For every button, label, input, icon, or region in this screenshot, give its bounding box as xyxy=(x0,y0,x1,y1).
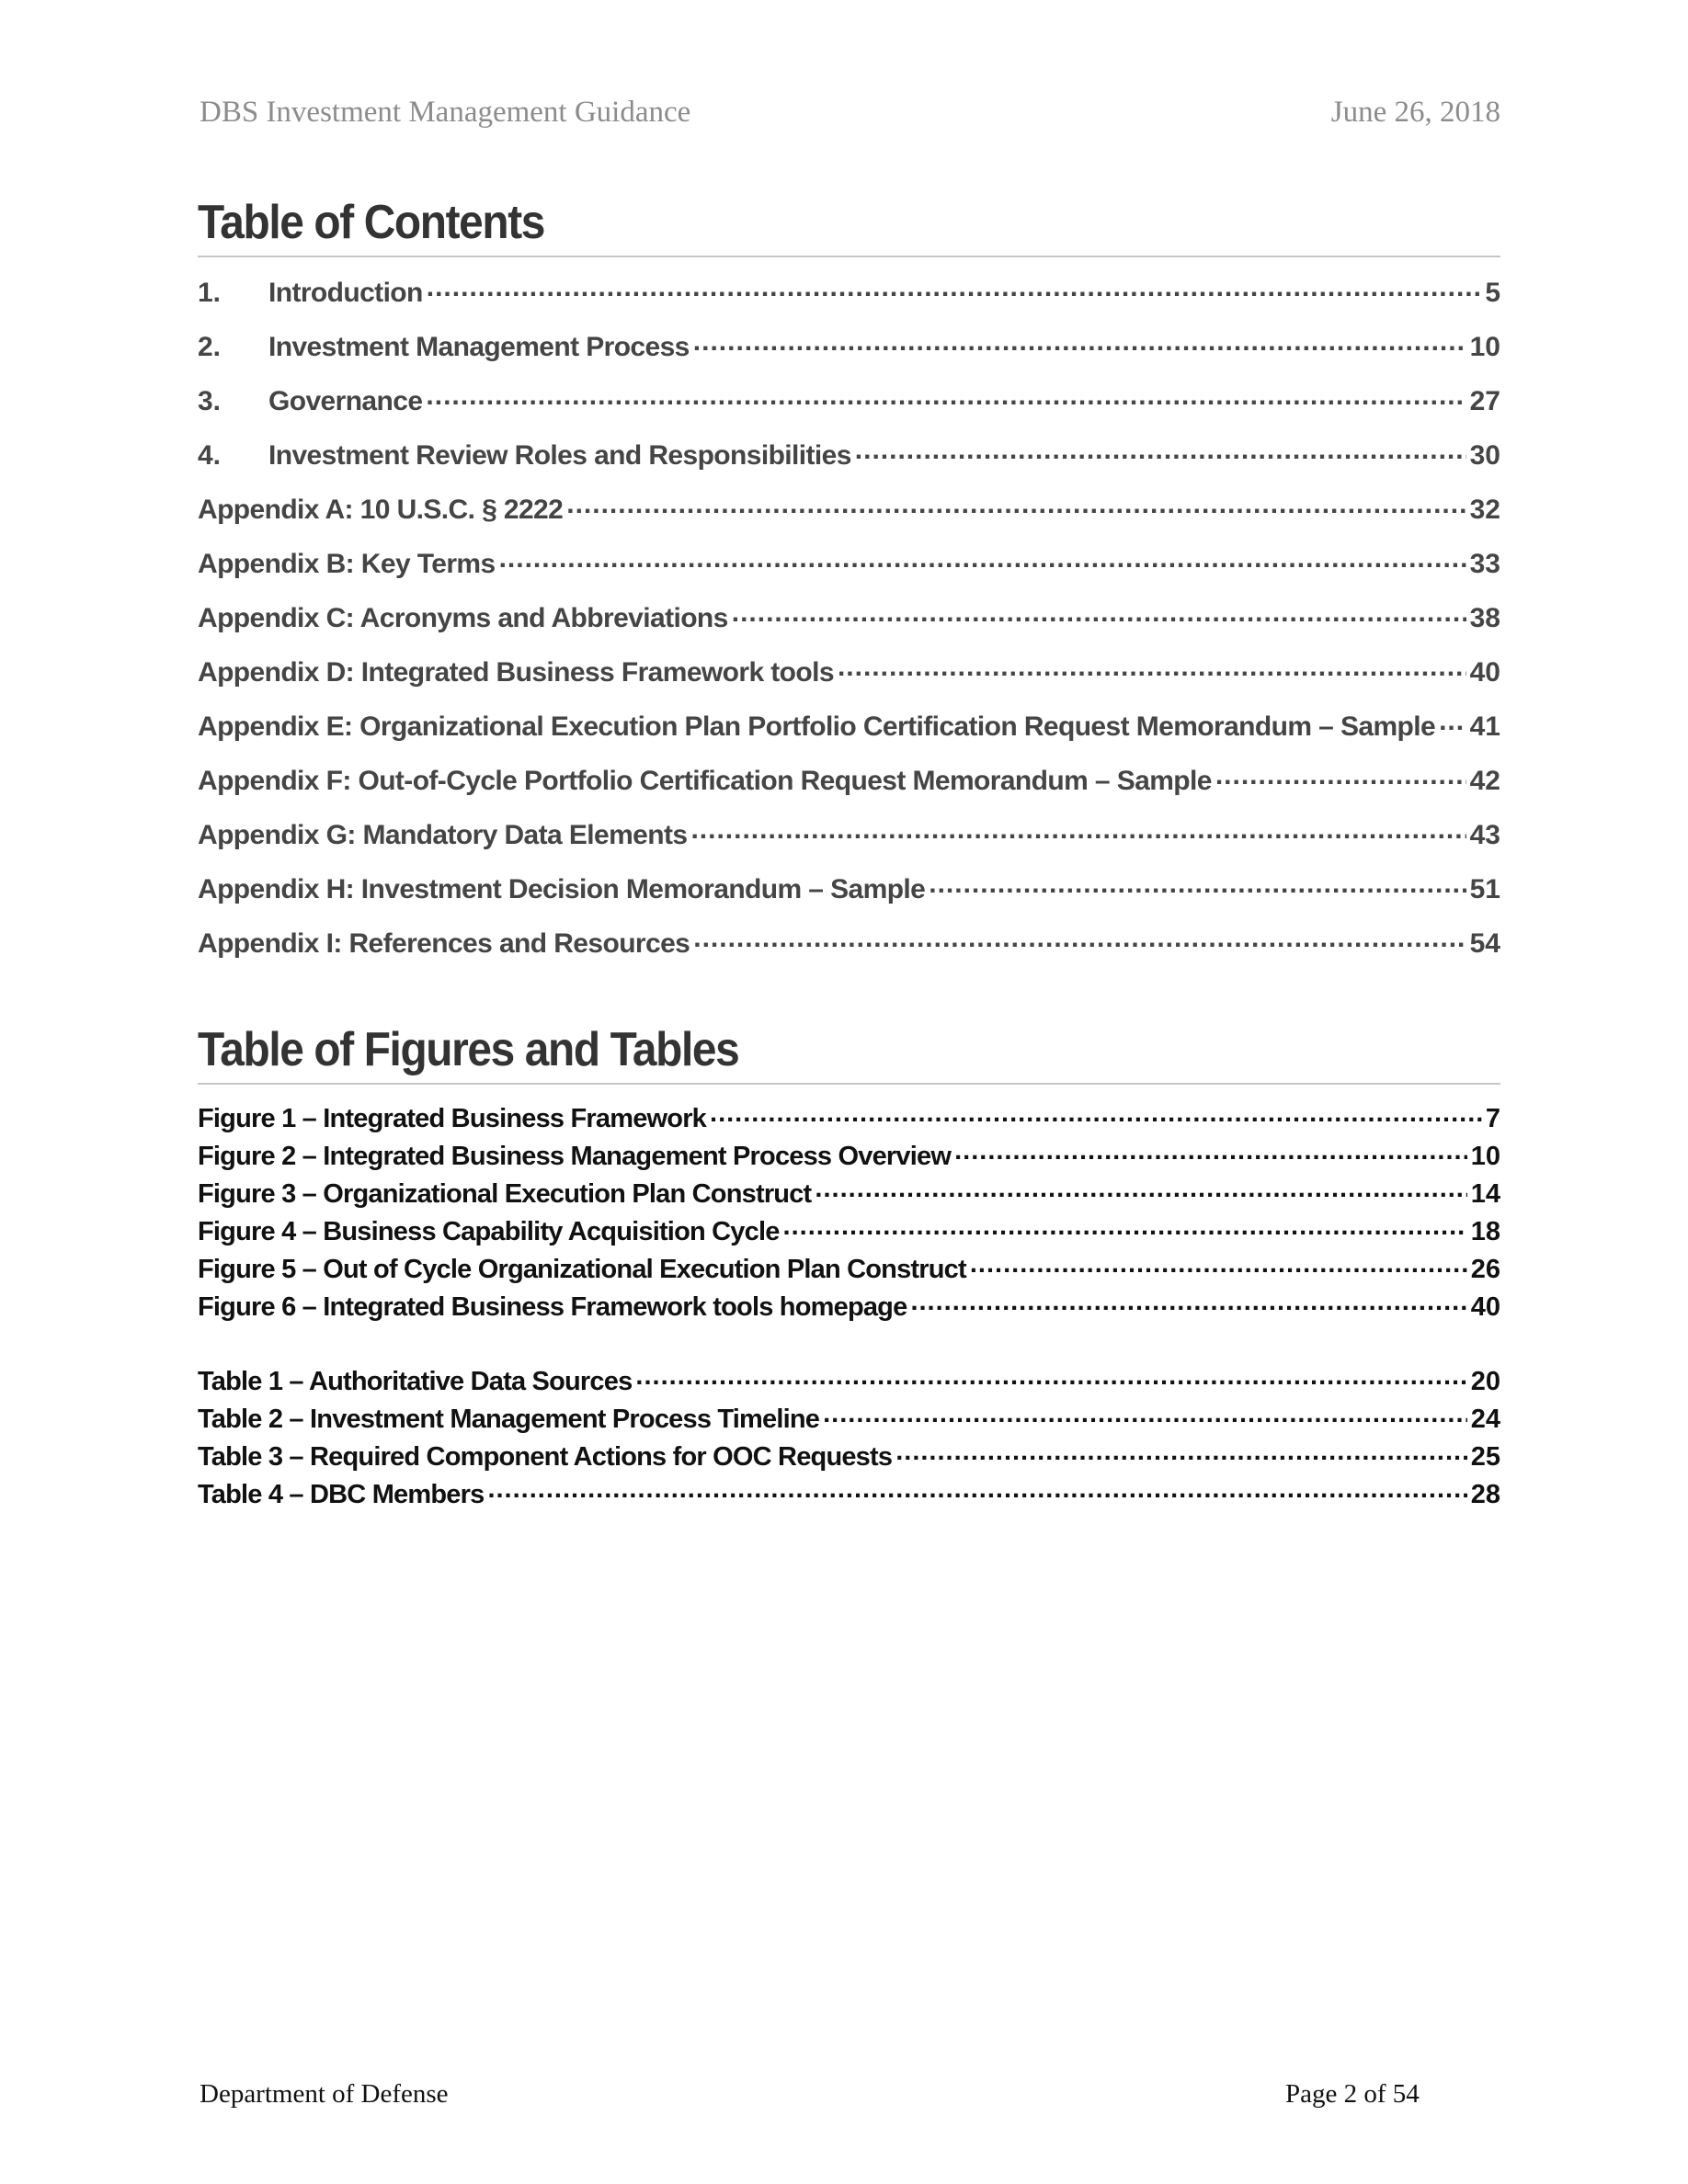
toc-entry[interactable] xyxy=(198,708,1500,762)
figure-table-entry[interactable] xyxy=(198,1288,1500,1325)
toc-entry-number: 3. xyxy=(198,386,222,416)
entry-label: Governance xyxy=(268,386,423,416)
entry-label: Figure 2 – Integrated Business Management Process Overview xyxy=(198,1142,952,1171)
dot-leader xyxy=(732,599,1466,627)
figure-table-entry[interactable] xyxy=(198,1212,1500,1250)
toc-entry[interactable] xyxy=(198,382,1500,437)
toc-entry[interactable] xyxy=(198,491,1500,545)
figure-table-entry[interactable] xyxy=(198,1400,1500,1438)
figures-divider xyxy=(198,1083,1500,1085)
toc-entry[interactable] xyxy=(198,599,1500,654)
dot-leader xyxy=(815,1175,1466,1202)
entry-label: Appendix E: Organizational Execution Plan Portfolio Certification Request Memorandum – Sample xyxy=(198,711,1436,742)
figure-table-entry[interactable] xyxy=(198,1175,1500,1212)
toc-list xyxy=(198,274,1500,979)
entry-label: Appendix C: Acronyms and Abbreviations xyxy=(198,603,728,633)
entry-label: Appendix G: Mandatory Data Elements xyxy=(198,820,688,850)
dot-leader xyxy=(427,274,1482,301)
entry-page-number: 20 xyxy=(1470,1367,1500,1396)
entry-label: Appendix B: Key Terms xyxy=(198,549,496,579)
entry-label: Figure 1 – Integrated Business Framework xyxy=(198,1104,707,1133)
entry-page-number: 10 xyxy=(1470,1142,1500,1171)
toc-entry-number: 1. xyxy=(198,278,222,308)
dot-leader xyxy=(487,1475,1466,1503)
dot-leader xyxy=(895,1438,1467,1465)
entry-page-number: 43 xyxy=(1469,820,1500,850)
entry-page-number: 38 xyxy=(1469,603,1500,633)
dot-leader xyxy=(954,1137,1467,1165)
toc-entry[interactable] xyxy=(198,654,1500,708)
dot-leader xyxy=(970,1250,1467,1278)
figure-table-entry[interactable] xyxy=(198,1137,1500,1175)
toc-entry-number: 2. xyxy=(198,332,222,362)
entry-page-number: 32 xyxy=(1469,495,1500,525)
toc-entry-number: 4. xyxy=(198,440,222,471)
dot-leader xyxy=(783,1212,1467,1240)
list-spacer xyxy=(198,1325,1500,1362)
entry-page-number: 10 xyxy=(1469,332,1500,362)
entry-label: Table 4 – DBC Members xyxy=(198,1480,485,1509)
entry-page-number: 27 xyxy=(1469,386,1500,416)
dot-leader xyxy=(635,1362,1466,1390)
entry-label: Investment Review Roles and Responsibilities xyxy=(268,440,851,471)
dot-leader xyxy=(838,654,1466,681)
entry-label: Appendix D: Integrated Business Framework tools xyxy=(198,657,834,688)
entry-page-number: 54 xyxy=(1469,928,1500,959)
toc-entry[interactable] xyxy=(198,274,1500,328)
toc-entry[interactable] xyxy=(198,762,1500,816)
document-date: June 26, 2018 xyxy=(1330,96,1500,129)
page-header xyxy=(200,96,1500,142)
entry-page-number: 28 xyxy=(1470,1480,1500,1509)
document-title: DBS Investment Management Guidance xyxy=(200,96,691,129)
toc-entry[interactable] xyxy=(198,328,1500,382)
entry-page-number: 40 xyxy=(1470,1292,1500,1322)
entry-label: Introduction xyxy=(268,278,423,308)
entry-label: Appendix F: Out-of-Cycle Portfolio Certification Request Memorandum – Sample xyxy=(198,766,1212,796)
dot-leader xyxy=(566,491,1466,518)
toc-entry[interactable] xyxy=(198,545,1500,599)
figures-section xyxy=(198,1020,1500,1513)
entry-label: Figure 5 – Out of Cycle Organizational Execution Plan Construct xyxy=(198,1255,966,1284)
entry-page-number: 18 xyxy=(1470,1217,1500,1246)
entry-page-number: 5 xyxy=(1485,278,1500,308)
entry-page-number: 26 xyxy=(1470,1255,1500,1284)
dot-leader xyxy=(1215,762,1466,790)
figure-table-entry[interactable] xyxy=(198,1438,1500,1475)
dot-leader xyxy=(710,1099,1482,1127)
dot-leader xyxy=(823,1400,1467,1428)
dot-leader xyxy=(426,382,1466,410)
figure-table-entry[interactable] xyxy=(198,1475,1500,1513)
entry-page-number: 41 xyxy=(1469,711,1500,742)
entry-page-number: 7 xyxy=(1485,1104,1500,1133)
entry-label: Appendix H: Investment Decision Memorandum – Sample xyxy=(198,874,926,904)
figure-table-entry[interactable] xyxy=(198,1250,1500,1288)
entry-label: Table 2 – Investment Management Process Timeline xyxy=(198,1405,820,1434)
entry-page-number: 14 xyxy=(1470,1179,1500,1209)
dot-leader xyxy=(855,437,1466,464)
entry-page-number: 33 xyxy=(1469,549,1500,579)
figures-heading: Table of Figures and Tables xyxy=(198,1023,739,1076)
toc-section xyxy=(198,193,1500,979)
figures-list xyxy=(198,1099,1500,1513)
entry-label: Appendix A: 10 U.S.C. § 2222 xyxy=(198,495,564,525)
toc-entry[interactable] xyxy=(198,437,1500,491)
dot-leader xyxy=(693,925,1466,952)
entry-page-number: 42 xyxy=(1469,766,1500,796)
entry-page-number: 25 xyxy=(1470,1442,1500,1472)
figure-table-entry[interactable] xyxy=(198,1099,1500,1137)
entry-page-number: 30 xyxy=(1469,440,1500,471)
entry-label: Appendix I: References and Resources xyxy=(198,928,690,959)
dot-leader xyxy=(690,816,1466,844)
toc-entry[interactable] xyxy=(198,816,1500,870)
entry-label: Figure 3 – Organizational Execution Plan Construct xyxy=(198,1179,812,1209)
dot-leader xyxy=(929,870,1466,898)
toc-divider xyxy=(198,256,1500,257)
entry-label: Figure 4 – Business Capability Acquisition Cycle xyxy=(198,1217,780,1246)
dot-leader xyxy=(910,1288,1466,1315)
dot-leader xyxy=(1439,708,1466,735)
entry-page-number: 24 xyxy=(1470,1405,1500,1434)
toc-heading: Table of Contents xyxy=(198,196,544,249)
toc-entry[interactable] xyxy=(198,870,1500,925)
entry-page-number: 40 xyxy=(1469,657,1500,688)
entry-label: Figure 6 – Integrated Business Framework tools homepage xyxy=(198,1292,907,1322)
toc-entry[interactable] xyxy=(198,925,1500,979)
entry-label: Table 1 – Authoritative Data Sources xyxy=(198,1367,633,1396)
footer-page-number: Page 2 of 54 xyxy=(1285,2079,1420,2109)
dot-leader xyxy=(499,545,1466,573)
figure-table-entry[interactable] xyxy=(198,1362,1500,1400)
entry-page-number: 51 xyxy=(1469,874,1500,904)
dot-leader xyxy=(693,328,1466,356)
footer-organization: Department of Defense xyxy=(200,2079,449,2109)
entry-label: Table 3 – Required Component Actions for OOC Requests xyxy=(198,1442,893,1472)
entry-label: Investment Management Process xyxy=(268,332,690,362)
